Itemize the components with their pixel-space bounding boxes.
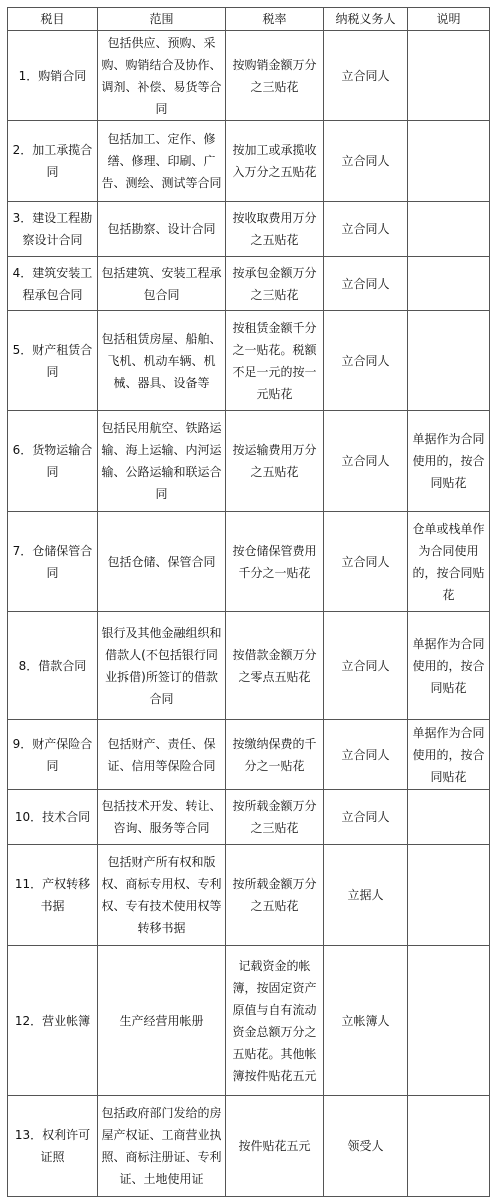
- payer-cell: 领受人: [324, 1096, 408, 1197]
- scope-cell: 生产经营用帐册: [98, 946, 226, 1096]
- tax-item-cell: 13．权利许可证照: [8, 1096, 98, 1197]
- table-row: [8, 257, 490, 311]
- tax-item-cell: 8．借款合同: [8, 612, 98, 720]
- rate-cell: 按加工或承揽收入万分之五贴花: [226, 121, 324, 202]
- tax-item-cell: 7．仓储保管合同: [8, 512, 98, 612]
- table-row: [8, 411, 490, 512]
- scope-cell: 包括建筑、安装工程承包合同: [98, 257, 226, 311]
- note-cell: 单据作为合同使用的，按合同贴花: [408, 720, 490, 790]
- rate-cell: 按购销金额万分之三贴花: [226, 31, 324, 121]
- tax-item-cell: 1．购销合同: [8, 31, 98, 121]
- rate-cell: 记载资金的帐簿，按固定资产原值与自有流动资金总额万分之五贴花。其他帐簿按件贴花五元: [226, 946, 324, 1096]
- note-cell: 单据作为合同使用的，按合同贴花: [408, 411, 490, 512]
- scope-cell: 包括仓储、保管合同: [98, 512, 226, 612]
- note-cell: [408, 311, 490, 411]
- payer-cell: 立合同人: [324, 411, 408, 512]
- rate-cell: 按运输费用万分之五贴花: [226, 411, 324, 512]
- tax-item-cell: 4．建筑安装工程承包合同: [8, 257, 98, 311]
- payer-cell: 立合同人: [324, 790, 408, 845]
- note-cell: [408, 790, 490, 845]
- rate-cell: 按承包金额万分之三贴花: [226, 257, 324, 311]
- scope-cell: 包括财产所有权和版权、商标专用权、专利权、专有技术使用权等转移书据: [98, 845, 226, 946]
- tax-item-cell: 3．建设工程勘察设计合同: [8, 202, 98, 257]
- note-cell: [408, 946, 490, 1096]
- rate-cell: 按所载金额万分之三贴花: [226, 790, 324, 845]
- payer-cell: 立据人: [324, 845, 408, 946]
- header-row: [8, 8, 490, 31]
- scope-cell: 包括民用航空、铁路运输、海上运输、内河运输、公路运输和联运合同: [98, 411, 226, 512]
- rate-cell: 按仓储保管费用千分之一贴花: [226, 512, 324, 612]
- table-row: [8, 311, 490, 411]
- header-taxpayer: 纳税义务人: [324, 8, 408, 31]
- table-row: [8, 612, 490, 720]
- tax-item-cell: 11．产权转移书据: [8, 845, 98, 946]
- table-row: [8, 31, 490, 121]
- payer-cell: 立合同人: [324, 202, 408, 257]
- payer-cell: 立帐簿人: [324, 946, 408, 1096]
- note-cell: 仓单或栈单作为合同使用的，按合同贴花: [408, 512, 490, 612]
- scope-cell: 包括供应、预购、采购、购销结合及协作、调剂、补偿、易货等合同: [98, 31, 226, 121]
- scope-cell: 包括财产、责任、保证、信用等保险合同: [98, 720, 226, 790]
- header-scope: 范围: [98, 8, 226, 31]
- table-row: [8, 512, 490, 612]
- table-row: [8, 1096, 490, 1197]
- rate-cell: 按所载金额万分之五贴花: [226, 845, 324, 946]
- tax-item-cell: 2．加工承揽合同: [8, 121, 98, 202]
- note-cell: [408, 202, 490, 257]
- scope-cell: 包括租赁房屋、船舶、飞机、机动车辆、机械、器具、设备等: [98, 311, 226, 411]
- tax-item-cell: 12．营业帐簿: [8, 946, 98, 1096]
- tax-item-cell: 9．财产保险合同: [8, 720, 98, 790]
- rate-cell: 按借款金额万分之零点五贴花: [226, 612, 324, 720]
- scope-cell: 包括技术开发、转让、咨询、服务等合同: [98, 790, 226, 845]
- table-row: [8, 202, 490, 257]
- scope-cell: 包括政府部门发给的房屋产权证、工商营业执照、商标注册证、专利证、土地使用证: [98, 1096, 226, 1197]
- note-cell: 单据作为合同使用的，按合同贴花: [408, 612, 490, 720]
- note-cell: [408, 257, 490, 311]
- tax-item-cell: 5．财产租赁合同: [8, 311, 98, 411]
- tax-item-cell: 6．货物运输合同: [8, 411, 98, 512]
- rate-cell: 按收取费用万分之五贴花: [226, 202, 324, 257]
- payer-cell: 立合同人: [324, 720, 408, 790]
- scope-cell: 包括加工、定作、修缮、修理、印刷、广告、测绘、测试等合同: [98, 121, 226, 202]
- table-row: [8, 845, 490, 946]
- payer-cell: 立合同人: [324, 311, 408, 411]
- payer-cell: 立合同人: [324, 31, 408, 121]
- header-notes: 说明: [408, 8, 490, 31]
- note-cell: [408, 845, 490, 946]
- rate-cell: 按缴纳保费的千分之一贴花: [226, 720, 324, 790]
- payer-cell: 立合同人: [324, 612, 408, 720]
- stamp-tax-table: [7, 7, 490, 1197]
- header-tax-rate: 税率: [226, 8, 324, 31]
- table-row: [8, 720, 490, 790]
- rate-cell: 按租赁金额千分之一贴花。税额不足一元的按一元贴花: [226, 311, 324, 411]
- tax-item-cell: 10．技术合同: [8, 790, 98, 845]
- note-cell: [408, 31, 490, 121]
- scope-cell: 银行及其他金融组织和借款人(不包括银行同业拆借)所签订的借款合同: [98, 612, 226, 720]
- table-row: [8, 790, 490, 845]
- payer-cell: 立合同人: [324, 257, 408, 311]
- payer-cell: 立合同人: [324, 121, 408, 202]
- table-row: [8, 946, 490, 1096]
- payer-cell: 立合同人: [324, 512, 408, 612]
- note-cell: [408, 1096, 490, 1197]
- header-tax-item: 税目: [8, 8, 98, 31]
- note-cell: [408, 121, 490, 202]
- rate-cell: 按件贴花五元: [226, 1096, 324, 1197]
- table-row: [8, 121, 490, 202]
- scope-cell: 包括勘察、设计合同: [98, 202, 226, 257]
